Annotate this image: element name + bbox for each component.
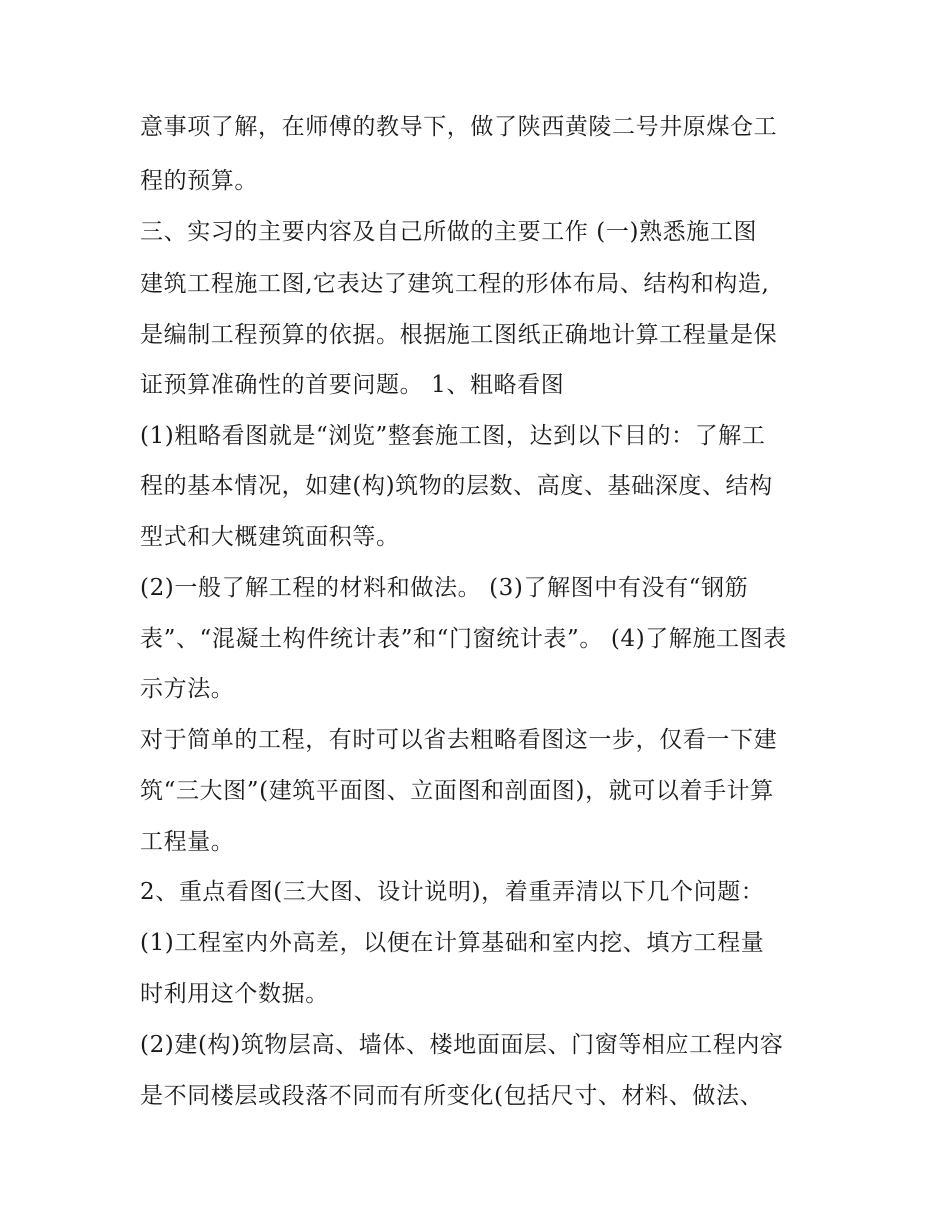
text-line: 是编制工程预算的依据。根据施工图纸正确地计算工程量是保 — [140, 322, 778, 348]
text-line: 表”、“混凝土构件统计表”和“门窗统计表”。 (4)了解施工图表 — [140, 626, 787, 652]
text-line: (2)建(构)筑物层高、墙体、楼地面面层、门窗等相应工程内容 — [140, 1032, 784, 1058]
text-line: 对于简单的工程，有时可以省去粗略看图这一步，仅看一下建 — [140, 727, 778, 753]
text-line: 建筑工程施工图,它表达了建筑工程的形体布局、结构和构造, — [140, 271, 770, 297]
text-line: 证预算准确性的首要问题。 1、粗略看图 — [140, 372, 565, 398]
text-line: (2)一般了解工程的材料和做法。 (3)了解图中有没有“钢筋 — [140, 575, 749, 601]
text-line: 意事项了解，在师傅的教导下，做了陕西黄陵二号井原煤仓工 — [140, 114, 778, 140]
text-line: 三、实习的主要内容及自己所做的主要工作 (一)熟悉施工图 — [140, 219, 758, 245]
text-line: 程的预算。 — [140, 168, 258, 194]
text-line: 示方法。 — [140, 676, 235, 702]
text-line: 是不同楼层或段落不同而有所变化(包括尺寸、材料、做法、 — [140, 1083, 764, 1109]
text-line: 2、重点看图(三大图、设计说明)，着重弄清以下几个问题： — [140, 879, 765, 905]
text-line: 型式和大概建筑面积等。 — [140, 524, 400, 550]
text-line: 筑“三大图”(建筑平面图、立面图和剖面图)，就可以着手计算 — [140, 778, 774, 804]
text-line: (1)工程室内外高差，以便在计算基础和室内挖、填方工程量 — [140, 930, 765, 956]
text-line: 时利用这个数据。 — [140, 981, 329, 1007]
text-line: 工程量。 — [140, 829, 235, 855]
text-line: 程的基本情况，如建(构)筑物的层数、高度、基础深度、结构 — [140, 473, 773, 499]
text-line: (1)粗略看图就是“浏览”整套施工图，达到以下目的：了解工 — [140, 423, 766, 449]
